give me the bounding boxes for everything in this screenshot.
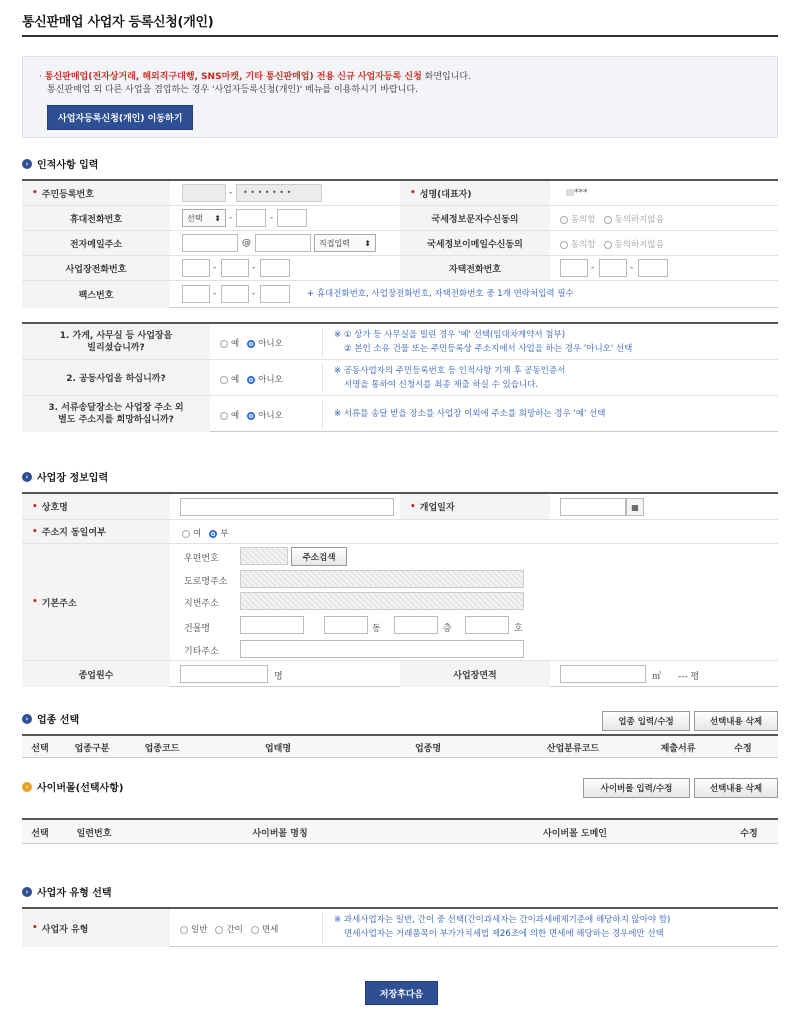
save-next-button[interactable]: 저장후다음: [365, 981, 438, 1005]
dash: -: [252, 263, 256, 273]
updown-icon: ⬍: [214, 213, 221, 223]
question-2-row: [22, 360, 778, 396]
bizphone-2-input[interactable]: [221, 259, 249, 277]
question-1-label: [22, 324, 210, 359]
radio-label: 동의하지않음: [614, 240, 664, 250]
required-mark: •: [32, 188, 38, 198]
section-title: 업종 선택: [37, 715, 80, 726]
notice-line-2: 통신판매업 외 다른 사업을 겸업하는 경우 '사업자등록신청(개인)' 메뉴를 이용하시기 바랍니다.: [47, 85, 418, 95]
radio-label: 여: [193, 529, 202, 539]
radio-icon: [180, 926, 188, 934]
zip-input: [240, 547, 288, 565]
homephone-3-input[interactable]: [638, 259, 668, 277]
biztype-simple-radio[interactable]: [215, 923, 242, 935]
radio-label: 아니오: [258, 375, 283, 385]
col-edit: 수정: [734, 743, 752, 754]
section-bullet-icon: ›: [22, 472, 32, 482]
industry-delete-button[interactable]: 선택내용 삭제: [694, 711, 778, 731]
floor-input[interactable]: [394, 616, 438, 634]
address-row: [22, 544, 778, 661]
lot-address-label: 지번주소: [184, 599, 219, 609]
sms-disagree-radio[interactable]: [604, 213, 664, 225]
page-title: 통신판매업 사업자 등록신청(개인): [22, 15, 214, 30]
question-2-label: 2. 공동사업을 하십니까?: [22, 360, 210, 395]
col-select: 선택: [31, 743, 49, 754]
question-2-radios: [220, 373, 283, 385]
col-industry-code: 업종코드: [144, 743, 180, 754]
question-1-yes-radio[interactable]: [220, 337, 239, 349]
radio-icon: [560, 241, 568, 249]
radio-label: 면세: [261, 925, 279, 935]
required-mark: •: [410, 188, 416, 198]
divider: [322, 400, 323, 428]
radio-selected-icon: [247, 340, 255, 348]
building-label: 건물명: [184, 624, 211, 634]
notice-line-1: [39, 71, 761, 84]
biztype-section-header: [22, 884, 112, 899]
homephone-label: 자택전화번호: [400, 256, 550, 280]
required-mark: •: [32, 526, 38, 537]
industry-edit-button[interactable]: 업종 입력/수정: [602, 711, 690, 731]
divider: [322, 328, 323, 356]
email-id-input[interactable]: [182, 234, 238, 252]
rrn-front-input[interactable]: [182, 184, 226, 202]
address-search-button[interactable]: 주소검색: [291, 547, 347, 566]
rrn-row: [22, 181, 778, 206]
industry-section-header: [22, 711, 79, 726]
question-1-radios: [220, 337, 283, 349]
lot-address-input: [240, 592, 524, 610]
dash: -: [229, 213, 233, 223]
radio-label: 동의하지않음: [614, 215, 664, 225]
bizphone-row: [22, 256, 778, 281]
select-value: 선택: [187, 213, 203, 223]
question-3-yes-radio[interactable]: [220, 409, 239, 421]
question-3-radios: [220, 409, 283, 421]
open-date-label: 개업일자: [419, 503, 455, 513]
floor-unit: 층: [443, 624, 452, 634]
email-consent-radios: [560, 238, 664, 250]
email-row: [22, 231, 778, 256]
same-address-radios: [182, 527, 228, 539]
radio-icon: [220, 340, 228, 348]
radio-icon: [604, 216, 612, 224]
note-line: 면세사업자는 거래품목이 부가가치세법 제26조에 의한 면세에 해당하는 경우에만 선택: [344, 929, 664, 939]
section-bullet-icon: ›: [22, 159, 32, 169]
radio-icon: [220, 412, 228, 420]
trade-name-input[interactable]: [180, 498, 394, 516]
bizphone-label: 사업장전화번호: [22, 256, 170, 280]
question-text: 빌리셨습니까?: [87, 342, 145, 353]
dong-unit: 동: [372, 624, 381, 634]
radio-selected-icon: [247, 412, 255, 420]
cybermall-edit-button[interactable]: 사이버몰 입력/수정: [583, 778, 690, 798]
col-mall-name: 사이버몰 명칭: [252, 828, 308, 839]
col-industry-class-code: 산업분류코드: [546, 743, 600, 754]
section-title: 사업자 유형 선택: [37, 888, 112, 899]
biztype-row: [22, 909, 778, 947]
section-bullet-icon: ›: [22, 782, 32, 792]
fax-row: [22, 281, 778, 308]
radio-label: 부: [220, 529, 229, 539]
biztype-exempt-radio[interactable]: [251, 923, 278, 935]
ho-input[interactable]: [465, 616, 509, 634]
col-select: 선택: [31, 828, 49, 839]
notice-line1-rest: 화면입니다.: [421, 72, 471, 82]
mobile-row: [22, 206, 778, 231]
name-value-text: ***: [574, 188, 588, 198]
radio-icon: [560, 216, 568, 224]
employees-input[interactable]: [180, 665, 268, 683]
name-value: [566, 188, 588, 198]
col-mall-domain: 사이버몰 도메인: [543, 828, 607, 839]
contact-required-note: + 휴대전화번호, 사업장전화번호, 자택전화번호 중 1개 연락처입력 필수: [307, 289, 574, 299]
same-address-label: 주소지 동일여부: [41, 528, 106, 538]
same-address-no-radio[interactable]: [209, 527, 228, 539]
pyeong-value: --- 평: [678, 672, 700, 682]
building-input[interactable]: [240, 616, 304, 634]
same-address-row: [22, 520, 778, 544]
personal-section-header: [22, 156, 98, 171]
col-documents: 제출서류: [660, 743, 696, 754]
fax-2-input[interactable]: [221, 285, 249, 303]
homephone-2-input[interactable]: [599, 259, 627, 277]
section-bullet-icon: ›: [22, 714, 32, 724]
question-3-note: ※ 서류를 송달 받을 장소를 사업장 이외에 주소를 희망하는 경우 '예' 선택: [334, 409, 606, 419]
name-label: 성명(대표자): [419, 189, 472, 200]
section-bullet-icon: ›: [22, 887, 32, 897]
radio-label: 동의함: [571, 240, 596, 250]
question-1-row: [22, 324, 778, 360]
business-section-header: [22, 469, 108, 484]
radio-label: 간이: [226, 925, 243, 935]
note-line: ※ 공동사업자의 주민등록번호 등 인적사항 기재 후 공동인증서: [334, 366, 566, 376]
biztype-note: [334, 913, 670, 941]
at-sign: @: [242, 238, 251, 248]
radio-label: 아니오: [258, 339, 283, 349]
dash: -: [213, 263, 217, 273]
same-address-yes-radio[interactable]: [182, 527, 201, 539]
bizphone-3-input[interactable]: [260, 259, 290, 277]
updown-icon: ⬍: [364, 238, 371, 248]
radio-label: 예: [231, 375, 240, 385]
required-mark: •: [410, 501, 416, 512]
note-line: ※ 과세사업자는 일반, 간이 중 선택(간이과세자는 간이과세배제기준에 해당하지 않아야 함): [334, 915, 671, 925]
question-2-no-radio[interactable]: [247, 373, 283, 385]
radio-label: 예: [231, 339, 240, 349]
address-label: 기본주소: [41, 598, 77, 609]
required-mark: •: [32, 501, 38, 512]
sms-consent-radios: [560, 213, 664, 225]
email-consent-label: 국세정보이메일수신동의: [400, 231, 550, 255]
cybermall-delete-button[interactable]: 선택내용 삭제: [694, 778, 778, 798]
road-address-label: 도로명주소: [184, 577, 228, 587]
section-title: 인적사항 입력: [37, 160, 99, 171]
col-industry-name: 업종명: [414, 743, 442, 754]
biztype-label: 사업자 유형: [41, 924, 89, 935]
dash: -: [591, 263, 595, 273]
dash: -: [630, 263, 634, 273]
divider: [322, 913, 323, 943]
question-3-no-radio[interactable]: [247, 409, 283, 421]
email-domain-select[interactable]: [314, 234, 376, 252]
radio-icon: [604, 241, 612, 249]
required-mark: •: [32, 923, 38, 933]
question-text: 3. 서류송달장소는 사업장 주소 외: [48, 403, 184, 413]
name-masked-block: [566, 189, 574, 196]
radio-label: 아니오: [258, 411, 283, 421]
radio-icon: [215, 926, 223, 934]
section-title: 사업장 정보입력: [37, 473, 109, 484]
cybermall-section-header: [22, 779, 123, 794]
employees-label: 종업원수: [22, 661, 170, 687]
question-3-row: [22, 396, 778, 432]
etc-address-input[interactable]: [240, 640, 524, 658]
road-address-input: [240, 570, 524, 588]
sms-agree-radio[interactable]: [560, 213, 596, 225]
note-line: ※ ① 상가 등 사무실을 빌린 경우 '예' 선택(임대차계약서 첨부): [334, 330, 566, 340]
ho-unit: 호: [514, 624, 523, 634]
mobile-label: 휴대전화번호: [22, 206, 170, 230]
question-3-label: [22, 396, 210, 432]
radio-label: 동의함: [571, 215, 596, 225]
area-unit: ㎡: [652, 672, 662, 682]
etc-address-label: 기타주소: [184, 647, 219, 657]
mobile-last-input[interactable]: [277, 209, 307, 227]
mobile-prefix-select[interactable]: [182, 209, 226, 227]
go-individual-registration-button[interactable]: 사업자등록신청(개인) 이동하기: [47, 105, 193, 130]
col-edit: 수정: [740, 828, 758, 839]
col-business-type: 업태명: [264, 743, 292, 754]
question-1-note: [334, 328, 632, 356]
dash: -: [213, 289, 217, 299]
email-agree-radio[interactable]: [560, 238, 596, 250]
email-label: 전자메일주소: [22, 231, 170, 255]
email-domain-input[interactable]: [255, 234, 311, 252]
industry-table-header: [22, 734, 778, 758]
fax-label: 팩스번호: [22, 281, 170, 308]
question-text: 1. 가게, 사무실 등 사업장을: [59, 330, 173, 341]
area-label: 사업장면적: [400, 661, 550, 687]
homephone-1-input[interactable]: [560, 259, 588, 277]
notice-bullet: ·: [39, 72, 42, 82]
area-input[interactable]: [560, 665, 646, 683]
fax-1-input[interactable]: [182, 285, 210, 303]
radio-icon: [182, 530, 190, 538]
bizphone-1-input[interactable]: [182, 259, 210, 277]
biztype-radios: [180, 923, 278, 935]
note-line: ② 본인 소유 건물 또는 주민등록상 주소지에서 사업을 하는 경우 '아니오' 선택: [344, 344, 633, 354]
mobile-mid-input[interactable]: [236, 209, 266, 227]
dash: -: [252, 289, 256, 299]
col-industry-type: 업종구분: [74, 743, 110, 754]
radio-icon: [220, 376, 228, 384]
dash: -: [270, 213, 274, 223]
email-disagree-radio[interactable]: [604, 238, 664, 250]
section-title: 사이버몰(선택사항): [37, 783, 124, 794]
rrn-label: 주민등록번호: [41, 189, 94, 200]
question-1-no-radio[interactable]: [247, 337, 283, 349]
notice-highlight: 통신판매업(전자상거래, 해외직구대행, SNS마켓, 기타 통신판매업) 전용 신규 사업자등록 신청: [44, 72, 422, 82]
radio-label: 예: [231, 411, 240, 421]
open-date-input[interactable]: [560, 498, 626, 516]
radio-selected-icon: [209, 530, 217, 538]
select-value: 직접입력: [319, 238, 350, 248]
biztype-general-radio[interactable]: [180, 923, 207, 935]
rrn-dash: -: [229, 188, 233, 198]
radio-selected-icon: [247, 376, 255, 384]
zip-label: 우편번호: [184, 554, 219, 564]
trade-name-label: 상호명: [41, 503, 68, 513]
calendar-icon[interactable]: ▦: [626, 498, 644, 516]
trade-name-row: [22, 494, 778, 520]
question-2-note: [334, 364, 565, 392]
rrn-back-input[interactable]: • • • • • • •: [236, 184, 322, 202]
sms-consent-label: 국세정보문자수신동의: [400, 206, 550, 230]
notice-box: [22, 56, 778, 138]
required-mark: •: [32, 597, 38, 607]
title-divider: [22, 35, 778, 37]
fax-3-input[interactable]: [260, 285, 290, 303]
question-text: 별도 주소지를 희망하십니까?: [58, 415, 174, 425]
note-line: 서명을 통하여 신청서를 최종 제출 하실 수 있습니다.: [344, 380, 539, 390]
radio-label: 일반: [191, 925, 208, 935]
employees-unit: 명: [274, 672, 283, 682]
dong-input[interactable]: [324, 616, 368, 634]
question-2-yes-radio[interactable]: [220, 373, 239, 385]
cybermall-table-header: [22, 818, 778, 844]
col-serial: 일련번호: [76, 828, 112, 839]
employees-row: [22, 661, 778, 687]
divider: [322, 364, 323, 392]
radio-icon: [251, 926, 259, 934]
